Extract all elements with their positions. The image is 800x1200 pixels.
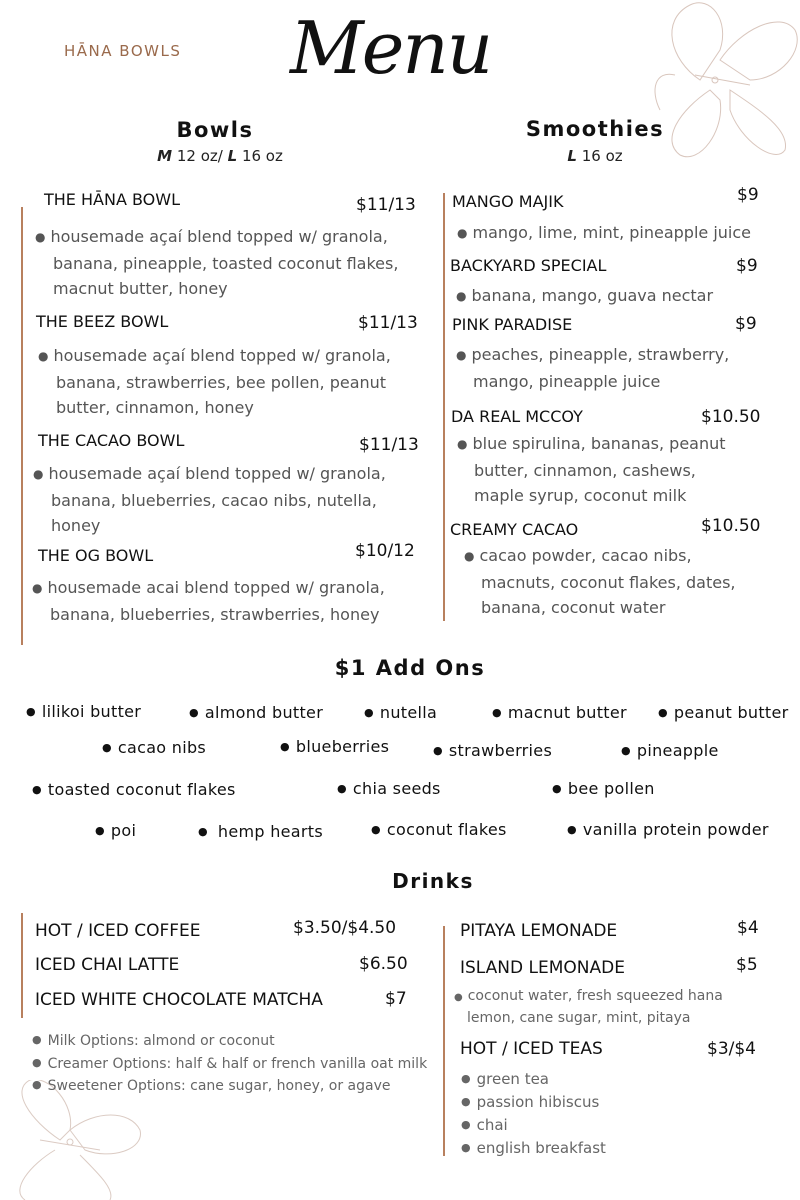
addon-item: ● cacao nibs: [102, 738, 207, 757]
divider-line: [443, 926, 445, 1156]
drinks-heading: Drinks: [392, 869, 474, 893]
smoothie-item-name: BACKYARD SPECIAL: [450, 256, 607, 275]
smoothie-item-name: DA REAL MCCOY: [451, 407, 583, 426]
smoothie-item-description: ● cacao powder, cacao nibs, macnuts, coconut flakes, dates, banana, coconut water: [464, 546, 736, 617]
addon-item: ● almond butter: [189, 703, 324, 722]
smoothie-item-description: ● peaches, pineapple, strawberry, mango, pineapple juice: [456, 345, 730, 391]
addon-item: ● pineapple: [621, 741, 719, 760]
hibiscus-flower-icon: [0, 1080, 150, 1200]
drink-item-name: HOT / ICED TEAS: [460, 1039, 603, 1059]
drink-item-price: $7: [385, 989, 407, 1009]
bowl-item-description: ● housemade açaí blend topped w/ granola, banana, blueberries, cacao nibs, nutella, honey: [33, 464, 386, 535]
smoothies-sizes: [540, 147, 650, 165]
bowls-heading: Bowls: [176, 118, 254, 142]
smoothie-item-price: $9: [737, 185, 759, 205]
addon-item: ● hemp hearts: [198, 822, 323, 841]
smoothie-item-price: $9: [735, 314, 757, 334]
bowl-item-name: THE HĀNA BOWL: [44, 190, 180, 209]
bowl-item-price: $11/13: [356, 195, 416, 215]
smoothies-heading: Smoothies: [525, 117, 665, 141]
menu-title: Menu: [290, 6, 492, 90]
bowl-item-description: ● housemade açaí blend topped w/ granola, banana, pineapple, toasted coconut flakes, macnut butter, honey: [35, 227, 399, 298]
addon-item: ● peanut butter: [658, 703, 789, 722]
drink-item-name: HOT / ICED COFFEE: [35, 921, 201, 941]
tea-item: ● english breakfast: [461, 1139, 606, 1157]
divider-line: [21, 913, 23, 1018]
divider-line: [21, 207, 23, 645]
addon-item: ● poi: [95, 821, 137, 840]
bowl-item-price: $11/13: [359, 435, 419, 455]
drink-item-price: $6.50: [359, 954, 408, 974]
smoothie-item-name: MANGO MAJIK: [452, 192, 564, 211]
drink-item-price: $3/$4: [707, 1039, 756, 1059]
addon-item: ● nutella: [364, 703, 438, 722]
smoothie-item-price: $9: [736, 256, 758, 276]
drink-option-note: ● Milk Options: almond or coconut: [32, 1033, 275, 1049]
addon-item: ● bee pollen: [552, 779, 655, 798]
bowl-item-price: $10/12: [355, 541, 415, 561]
smoothie-item-description: ● mango, lime, mint, pineapple juice: [457, 223, 751, 242]
drink-item-name: ICED CHAI LATTE: [35, 955, 180, 975]
addon-item: ● macnut butter: [492, 703, 627, 722]
bowl-item-description: ● housemade acai blend topped w/ granola, banana, blueberries, strawberries, honey: [32, 578, 385, 624]
tea-item: ● passion hibiscus: [461, 1093, 600, 1111]
drink-item-price: $4: [737, 918, 759, 938]
addon-item: ● toasted coconut flakes: [32, 780, 236, 799]
smoothie-item-price: $10.50: [701, 516, 761, 536]
brand-name: HĀNA BOWLS: [64, 42, 182, 60]
addon-item: ● blueberries: [280, 737, 390, 756]
drink-item-price: $3.50/$4.50: [293, 918, 397, 938]
drink-option-note: ● Sweetener Options: cane sugar, honey, or agave: [32, 1078, 391, 1094]
smoothie-item-price: $10.50: [701, 407, 761, 427]
drink-item-name: ICED WHITE CHOCOLATE MATCHA: [35, 990, 323, 1010]
size-l-label: L: [567, 147, 577, 165]
smoothie-item-name: PINK PARADISE: [452, 315, 573, 334]
bowl-item-name: THE BEEZ BOWL: [36, 312, 169, 331]
bowl-item-name: THE CACAO BOWL: [38, 431, 185, 450]
bowls-sizes: [130, 147, 310, 165]
bowl-item-name: THE OG BOWL: [38, 546, 154, 565]
addon-item: ● strawberries: [433, 741, 553, 760]
tea-item: ● green tea: [461, 1070, 550, 1088]
addons-heading: $1 Add Ons: [334, 656, 486, 680]
size-m-label: M: [157, 147, 173, 165]
size-l-label: L: [227, 147, 238, 165]
bowl-item-description: ● housemade açaí blend topped w/ granola, banana, strawberries, bee pollen, peanut butter, cinnamon, honey: [38, 346, 391, 417]
drink-item-description: ● coconut water, fresh squeezed hana lemon, cane sugar, mint, pitaya: [454, 988, 723, 1026]
addon-item: ● lilikoi butter: [26, 702, 142, 721]
size-l-text: 16 oz: [241, 147, 283, 165]
drink-item-price: $5: [736, 955, 758, 975]
addon-item: ● vanilla protein powder: [567, 820, 769, 839]
smoothie-item-description: ● banana, mango, guava nectar: [456, 286, 714, 305]
smoothie-item-description: ● blue spirulina, bananas, peanut butter, cinnamon, cashews, maple syrup, coconut milk: [457, 434, 726, 505]
size-m-text: 12 oz/: [176, 147, 223, 165]
drink-option-note: ● Creamer Options: half & half or french vanilla oat milk: [32, 1056, 428, 1072]
drink-item-name: PITAYA LEMONADE: [460, 921, 618, 941]
size-l-text: 16 oz: [581, 147, 623, 165]
bowl-item-price: $11/13: [358, 313, 418, 333]
smoothie-item-name: CREAMY CACAO: [450, 520, 579, 539]
tea-item: ● chai: [461, 1116, 508, 1134]
drink-item-name: ISLAND LEMONADE: [460, 958, 625, 978]
divider-line: [443, 193, 445, 621]
addon-item: ● chia seeds: [337, 779, 441, 798]
addon-item: ● coconut flakes: [371, 820, 507, 839]
